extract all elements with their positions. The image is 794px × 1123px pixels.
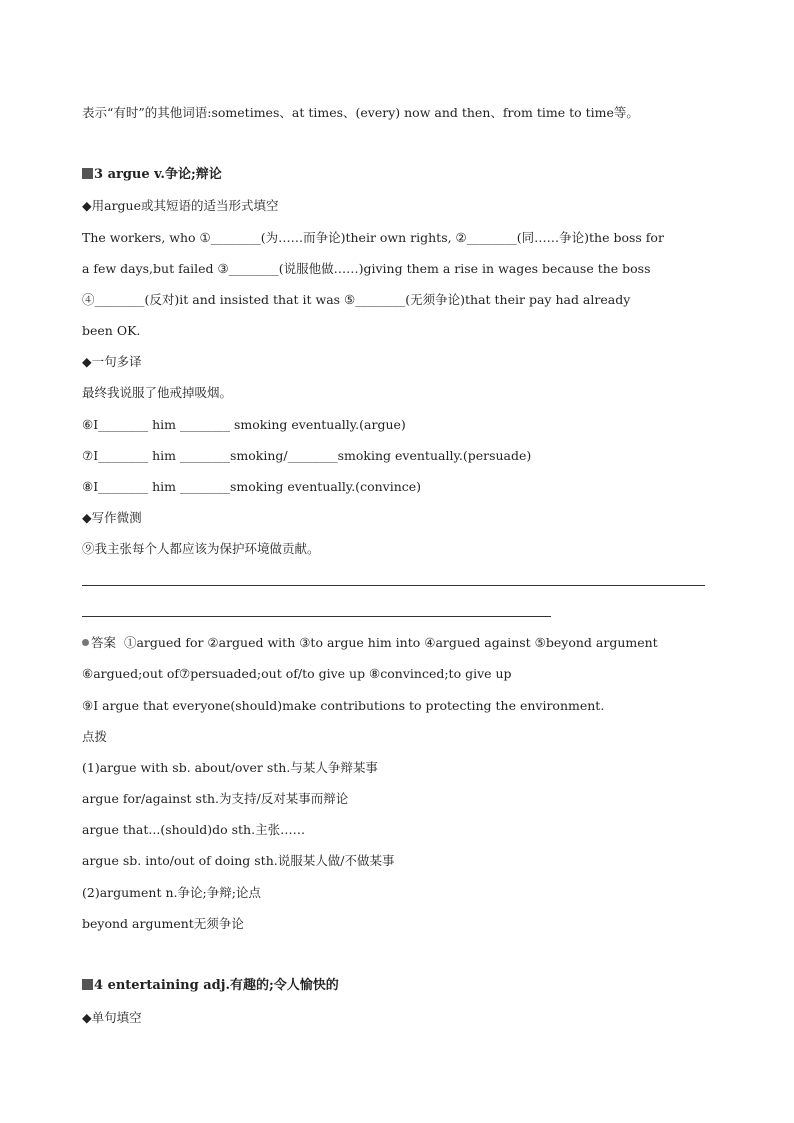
writing-title: ◆写作微测 bbox=[82, 510, 142, 525]
writing-prompt: ⑨我主张每个人都应该为保护环境做贡献。 bbox=[82, 541, 320, 556]
tip-1: (1)argue with sb. about/over sth.与某人争辩某事 bbox=[82, 760, 378, 775]
tip-6: beyond argument无须争论 bbox=[82, 916, 244, 931]
passage-line-3: ④________(反对)it and insisted that it was ⑤________(无须争论)that their pay had already bbox=[82, 292, 631, 307]
section-4-heading bbox=[82, 977, 714, 995]
tips-title: 点拨 bbox=[82, 729, 108, 744]
tip-3: argue that...(should)do sth.主张…… bbox=[82, 822, 306, 837]
section-4-title: 4 entertaining adj.有趣的;令人愉快的 bbox=[94, 978, 339, 993]
answer-text-1: ①argued for ②argued with ③to argue him into ④argued against ⑤beyond argument bbox=[123, 635, 658, 650]
answer-bullet-icon bbox=[82, 639, 89, 646]
answer-line-2 bbox=[82, 616, 551, 617]
answer-line-1 bbox=[82, 585, 705, 586]
intro-note: 表示“有时”的其他词语:sometimes、at times、(every) now and then、from time to time等。 bbox=[82, 105, 639, 120]
section-marker-icon bbox=[82, 979, 93, 990]
passage-line-2: a few days,but failed ③________(说服他做……)giving them a rise in wages because the boss bbox=[82, 261, 651, 276]
passage-line-4: been OK. bbox=[82, 323, 141, 338]
single-fill-title: ◆单句填空 bbox=[82, 1010, 142, 1025]
passage-text: The workers, who ①________(为……而争论)their own rights, ②________(同……争论)the boss for bbox=[82, 230, 664, 245]
section-3-title: 3 argue v.争论;辩论 bbox=[94, 167, 222, 182]
passage-line-1 bbox=[82, 229, 714, 247]
answer-row-3: ⑨I argue that everyone(should)make contributions to protecting the environment. bbox=[82, 698, 605, 713]
translation-item-8: ⑧I________ him ________smoking eventually.(convince) bbox=[82, 479, 422, 494]
translation-title: ◆一句多译 bbox=[82, 354, 142, 369]
answer-row-2: ⑥argued;out of⑦persuaded;out of/to give up ⑧convinced;to give up bbox=[82, 666, 512, 681]
tip-2: argue for/against sth.为支持/反对某事而辩论 bbox=[82, 791, 349, 806]
tip-4: argue sb. into/out of doing sth.说服某人做/不做某事 bbox=[82, 853, 395, 868]
fill-blank-title: ◆用argue或其短语的适当形式填空 bbox=[82, 198, 279, 213]
answer-row-1 bbox=[82, 634, 714, 652]
translation-item-6: ⑥I________ him ________ smoking eventually.(argue) bbox=[82, 417, 406, 432]
section-marker-icon bbox=[82, 168, 93, 179]
tip-5: (2)argument n.争论;争辩;论点 bbox=[82, 885, 261, 900]
answer-label: 答案 bbox=[91, 635, 117, 650]
translation-item-7: ⑦I________ him ________smoking/________smoking eventually.(persuade) bbox=[82, 448, 532, 463]
translation-prompt: 最终我说服了他戒掉吸烟。 bbox=[82, 385, 233, 400]
section-3-heading bbox=[82, 166, 714, 184]
